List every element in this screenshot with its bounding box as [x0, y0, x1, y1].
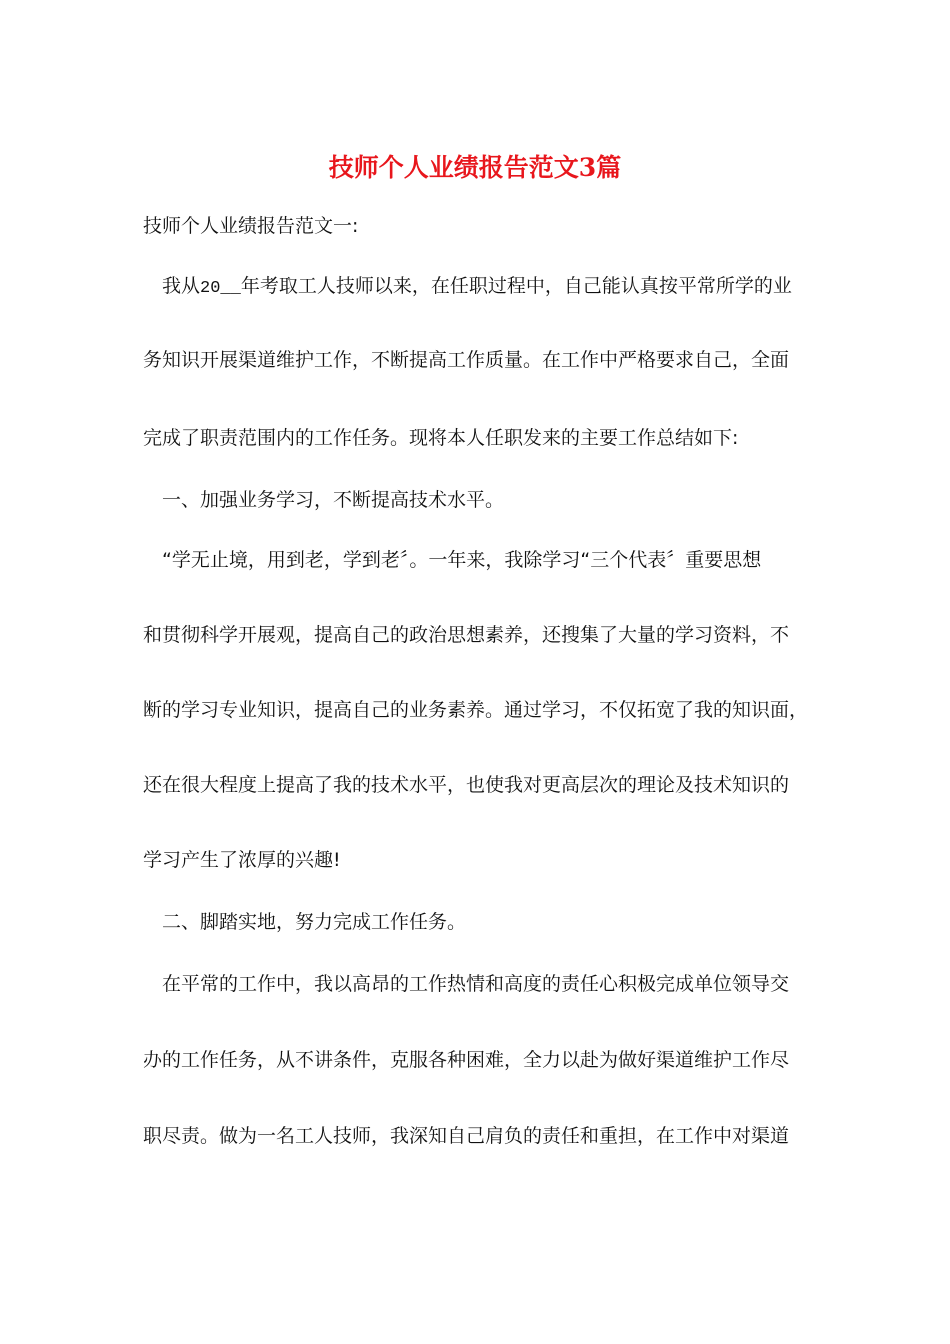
paragraph-line: 和贯彻科学开展观，提高自己的政治思想素养，还搜集了大量的学习资料，不 [143, 624, 790, 646]
paragraph-line [162, 271, 842, 304]
year-placeholder: 20__ [200, 279, 241, 298]
text-segment: 我从 [162, 275, 201, 297]
paragraph-line: 断的学习专业知识，提高自己的业务素养。通过学习，不仅拓宽了我的知识面， [143, 699, 809, 721]
paragraph-line: 完成了职责范围内的工作任务。现将本人任职发来的主要工作总结如下: [143, 427, 739, 449]
document-title: 技师个人业绩报告范文3篇 [328, 153, 622, 182]
paragraph-line: 还在很大程度上提高了我的技术水平，也使我对更高层次的理论及技术知识的 [143, 774, 790, 796]
paragraph-line: 职尽责。做为一名工人技师，我深知自己肩负的责任和重担，在工作中对渠道 [143, 1125, 790, 1147]
section-subtitle: 技师个人业绩报告范文一: [143, 215, 359, 237]
section-heading: 一、加强业务学习，不断提高技术水平。 [162, 489, 505, 511]
paragraph-line: 办的工作任务，从不讲条件，克服各种困难，全力以赴为做好渠道维护工作尽 [143, 1049, 790, 1071]
text-segment: 年考取工人技师以来，在任职过程中，自己能认真按平常所学的业 [240, 275, 792, 297]
paragraph-line: 学习产生了浓厚的兴趣! [143, 849, 341, 871]
paragraph-line: “学无止境，用到老，学到老〞。一年来，我除学习“三个代表〞重要思想 [162, 549, 762, 571]
paragraph-line: 在平常的工作中，我以高昂的工作热情和高度的责任心积极完成单位领导交 [162, 973, 790, 995]
paragraph-line: 务知识开展渠道维护工作，不断提高工作质量。在工作中严格要求自己，全面 [143, 349, 790, 371]
section-heading: 二、脚踏实地，努力完成工作任务。 [162, 911, 467, 933]
